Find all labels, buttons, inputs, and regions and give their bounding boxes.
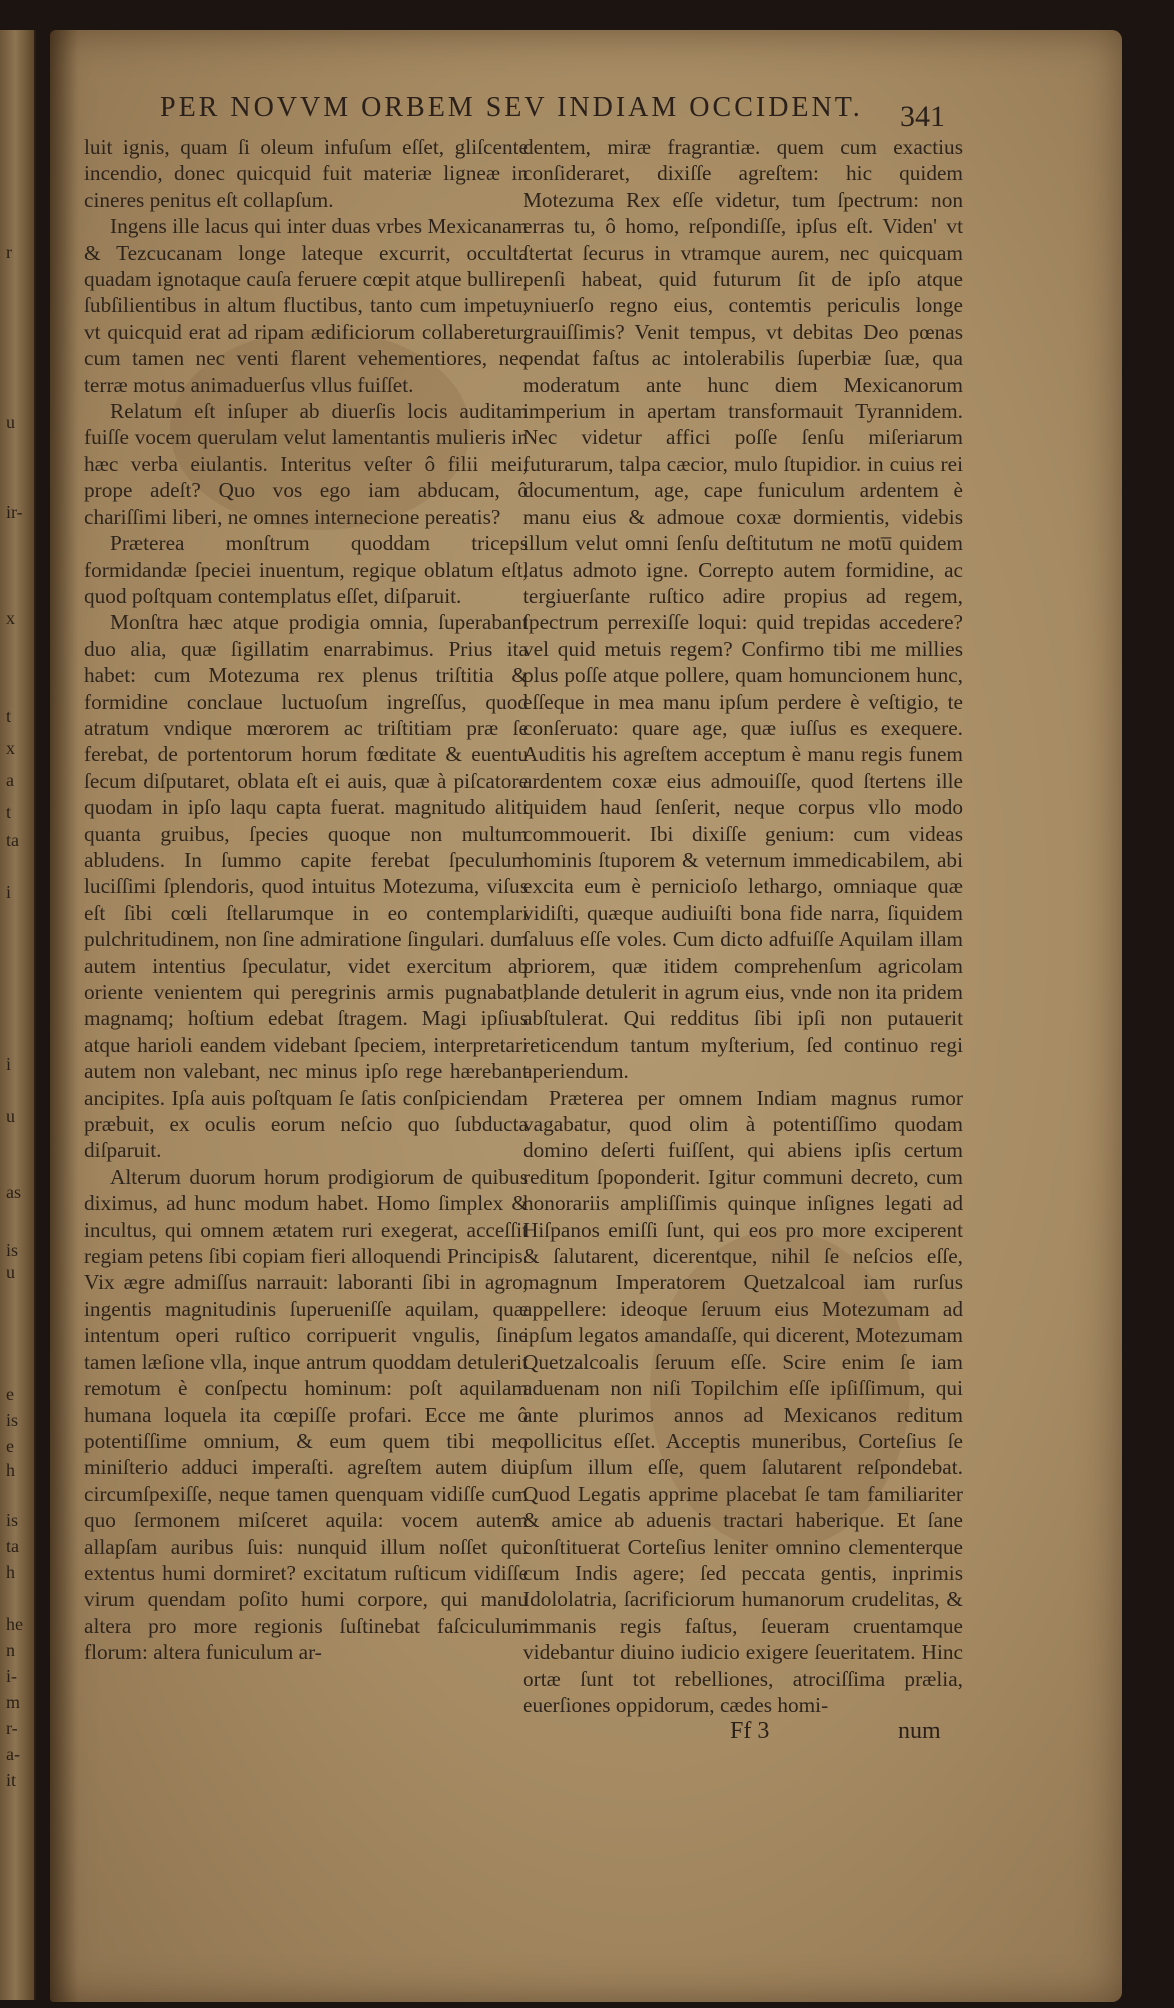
paragraph: Relatum eſt inſuper ab diuerſis locis auditam fuiſſe vocem querulam velut lamentantis mulieris in hæc verba eiulantis. Interitus veſter ô filii mei, prope adeſt? Quo vos ego iam abducam, ô chariſſimi liberi, ne omnes internecione pereatis? xyxy=(84,399,528,529)
margin-fragment: e xyxy=(6,1436,14,1456)
margin-fragment: is xyxy=(6,1510,19,1530)
margin-fragment: t xyxy=(6,802,12,822)
adjacent-page-edge xyxy=(0,30,36,2000)
paragraph: Ingens ille lacus qui inter duas vrbes Mexicanam & Tezcucanam longe lateque excurrit, occulta quadam ignotaque cauſa feruere cœpit atque bullire, ſubſilientibus in altum fluctibus, tanto cum impetu, vt quicquid erat ad ripam ædificiorum collaberetur, cum tamen nec venti flarent vehementiores, nec terræ motus animaduerſus vllus fuiſſet. xyxy=(84,214,528,397)
margin-fragment: u xyxy=(6,412,15,432)
margin-fragment: i- xyxy=(6,1666,17,1686)
margin-fragment: x xyxy=(6,738,15,758)
page-number: 341 xyxy=(900,100,945,133)
margin-fragment: h xyxy=(6,1460,15,1480)
margin-fragment: x xyxy=(6,608,15,628)
margin-fragment: ta xyxy=(6,830,19,850)
margin-fragment: it xyxy=(6,1770,17,1790)
margin-fragment: u xyxy=(6,1106,15,1126)
margin-fragment: he xyxy=(6,1614,23,1634)
right-text-column xyxy=(523,134,963,1718)
paragraph: dentem, miræ fragrantiæ. quem cum exactius conſideraret, dixiſſe agreſtem: hic quidem Motezuma Rex eſſe videtur, tum ſpectrum: non erras tu, ô homo, reſpondiſſe, ipſus eſt. Viden' vt ſtertat ſecurus in vtramque aurem, nec quicquam penſi habeat, quid futurum ſit de ipſo atque vniuerſo regno eius, contemtis periculis longe grauiſſimis? Venit tempus, vt debitas Deo pœnas pendat faſtus ac intolerabilis ſuperbiæ ſuæ, qua moderatum ante hunc diem Mexicanorum imperium in apertam transformauit Tyrannidem. Nec videtur affici poſſe ſenſu miſeriarum futurarum, talpa cæcior, mulo ſtupidior. in cuius rei documentum, age, cape funiculum ardentem è manu eius & admoue coxæ dormientis, videbis illum velut omni ſenſu deſtitutum ne motu̅ quidem latus admoto igne. Correpto autem formidine, ac tergiuerſante ruſtico adire propius ad regem, ſpectrum perrexiſſe loqui: quid trepidas accedere? vel quid metuis regem? Confirmo tibi me millies plus poſſe atque pollere, quam homuncionem hunc, eſſeque in mea manu ipſum perdere è veſtigio, te conſeruato: quare age, quæ iuſſus es exequere. Auditis his agreſtem acceptum è manu regis funem ardentem coxæ eius admouiſſe, quod ſtertens ille quidem haud ſenſerit, neque corpus vllo modo commouerit. Ibi dixiſſe genium: cum videas hominis ſtuporem & veternum immedicabilem, abi excita eum è pernicioſo lethargo, omniaque quæ vidiſti, quæque audiuiſti bona fide narra, ſiquidem ſaluus eſſe voles. Cum dicto adfuiſſe Aquilam illam priorem, quæ itidem comprehenſum agricolam blande detulerit in agrum eius, vnde non ita pridem abſtulerat. Qui redditus ſibi ipſi non putauerit reticendum tantum myſterium, ſed continuo regi aperiendum. xyxy=(523,135,963,1084)
margin-fragment: e xyxy=(6,1384,14,1404)
margin-fragment: ta xyxy=(6,1536,19,1556)
book-page xyxy=(50,30,1122,2002)
margin-fragment: is xyxy=(6,1240,19,1260)
catchword: num xyxy=(898,1718,941,1744)
margin-fragment: u xyxy=(6,1262,15,1282)
running-head: PER NOVVM ORBEM SEV INDIAM OCCIDENT. xyxy=(160,92,863,123)
paragraph: luit ignis, quam ſi oleum infuſum eſſet, gliſcente incendio, donec quicquid fuit materiæ ligneæ in cineres penitus eſt collapſum. xyxy=(84,135,528,212)
margin-fragment: as xyxy=(6,1182,21,1202)
signature-mark: Ff 3 xyxy=(730,1718,770,1744)
margin-fragment: ir- xyxy=(6,502,23,522)
margin-fragment: i xyxy=(6,1054,12,1074)
margin-fragment: is xyxy=(6,1410,19,1430)
margin-fragment: n xyxy=(6,1640,15,1660)
paragraph: Alterum duorum horum prodigiorum de quibus diximus, ad hunc modum habet. Homo ſimplex & incultus, qui omnem ætatem ruri exegerat, acceſſit regiam petens ſibi copiam fieri alloquendi Principis. Vix ægre admiſſus narrauit: laboranti ſibi in agro, ingentis magnitudinis ſuperueniſſe aquilam, quæ intentum operi ruſtico corripuerit vngulis, ſine tamen læſione vlla, inque antrum quoddam detulerit remotum è conſpectu hominum: poſt aquilam humana loquela ita cœpiſſe profari. Ecce me ô potentiſſime omnium, & eum quem tibi meo miniſterio adduci imperaſti. agreſtem autem diu circumſpexiſſe, neque tamen quenquam vidiſſe cum quo ſermonem miſceret aquila: vocem autem allapſam auribus ſuis: nunquid illum noſſet qui extentus humi dormiret? excitatum ruſticum vidiſſe virum quendam poſito humi corpore, qui manu altera pro more regionis ſuſtinebat faſciculum florum: altera funiculum ar- xyxy=(84,1164,528,1665)
margin-fragment: t xyxy=(6,706,12,726)
margin-fragment: a xyxy=(6,770,14,790)
paragraph: Præterea per omnem Indiam magnus rumor vagabatur, quod olim à potentiſſimo quodam domino deſerti fuiſſent, qui abiens ipſis certum reditum ſpoponderit. Igitur communi decreto, cum honorariis ampliſſimis quinque inſignes legati ad Hiſpanos emiſſi ſunt, qui eos pro more exciperent & ſalutarent, dicerentque, nihil ſe neſcios eſſe, magnum Imperatorem Quetzalcoal iam rurſus appellere: ideoque ſeruum eius Motezumam ad ipſum legatos amandaſſe, qui dicerent, Motezumam Quetzalcoalis ſeruum eſſe. Scire enim ſe iam aduenam non niſi Topilchim eſſe ipſiſſimum, qui ante plurimos annos ad Mexicanos reditum pollicitus eſſet. Acceptis muneribus, Corteſius ſe ipſum illum eſſe, quem ſalutarent reſpondebat. Quod Legatis apprime placebat ſe tam familiariter & amice ab aduenis tractari haberique. Et ſane conſtituerat Corteſius leniter omnino clementerque cum Indis agere; ſed peccata gentis, inprimis Idololatria, ſacrificiorum humanorum crudelitas, & immanis regis faſtus, ſeueram cruentamque videbantur diuino iudicio exigere ſeueritatem. Hinc ortæ ſunt tot rebelliones, atrociſſima prælia, euerſiones oppidorum, cædes homi- xyxy=(523,1085,963,1717)
margin-fragment: a- xyxy=(6,1744,20,1764)
margin-fragment: i xyxy=(6,882,12,902)
margin-fragment: r xyxy=(6,242,12,262)
paragraph: Præterea monſtrum quoddam triceps formidandæ ſpeciei inuentum, regique oblatum eſt, quod poſtquam contemplatus eſſet, diſparuit. xyxy=(84,531,528,608)
margin-fragment: m xyxy=(6,1692,21,1712)
left-text-column xyxy=(84,134,528,1666)
paragraph: Monſtra hæc atque prodigia omnia, ſuperabant duo alia, quæ ſigillatim enarrabimus. Prius ita habet: cum Motezuma rex plenus triſtitia & formidine conclaue luctuoſum ingreſſus, quod atratum vndique mœrorem ac triſtitiam præ ſe ferebat, de portentorum horum fœditate & euentu ſecum diſputaret, oblata eſt ei auis, quæ à piſcatore quodam in ipſo laqu capta fuerat. magnitudo aliti quanta gruibus, ſpecies quoque non multum abludens. In ſummo capite ferebat ſpeculum luciſſimi ſplendoris, quod intuitus Motezuma, viſus eſt ſibi cœli ſtellarumque in eo contemplari pulchritudinem, non ſine admiratione ſingulari. dum autem intentius ſpeculatur, videt exercitum ab oriente venientem qui peregrinis armis pugnabat, magnamq; hoſtium edebat ſtragem. Magi ipſius atque harioli eandem videbant ſpeciem, interpretari autem non valebant, nec minus ipſo rege hærebant ancipites. Ipſa auis poſtquam ſe ſatis conſpiciendam præbuit, ex oculis eorum neſcio quo ſubducta diſparuit. xyxy=(84,610,528,1163)
margin-fragment: r- xyxy=(6,1718,18,1738)
margin-fragment: h xyxy=(6,1562,15,1582)
